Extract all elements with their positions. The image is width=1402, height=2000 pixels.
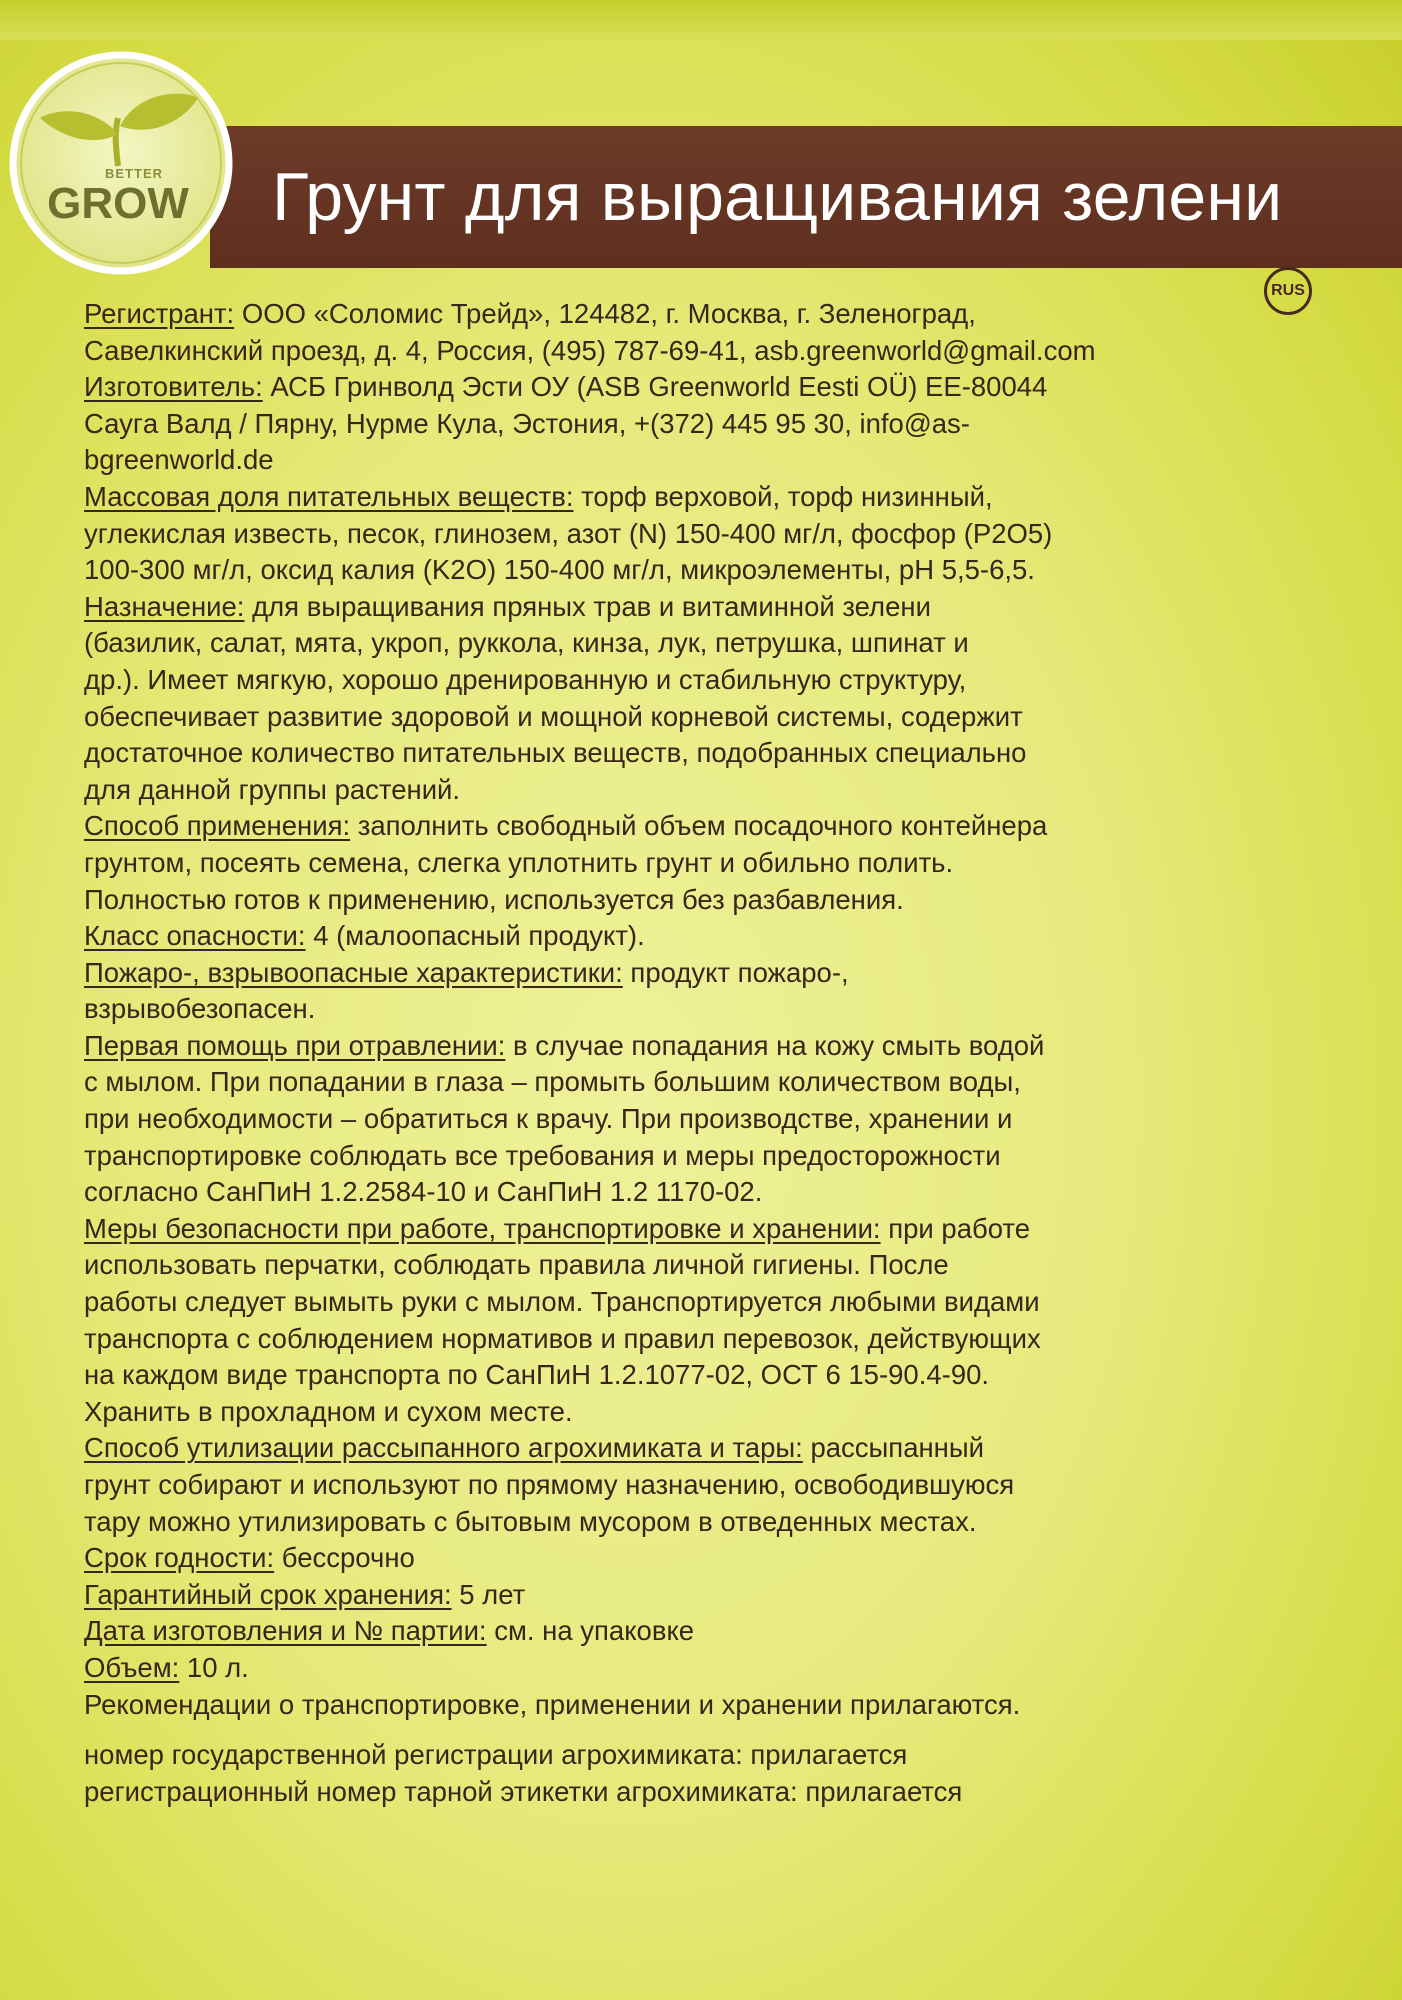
text-line	[84, 955, 1324, 992]
brand-top-text: BETTER	[105, 166, 163, 181]
text-line	[84, 369, 1324, 406]
section-text: работы следует вымыть руки с мылом. Транспортируется любыми видами	[84, 1286, 1040, 1318]
text-line	[84, 845, 1324, 882]
section-text: 5 лет	[451, 1578, 526, 1610]
text-line	[84, 625, 1324, 662]
brand-logo	[6, 48, 236, 278]
line-gap	[84, 1723, 1324, 1737]
section-label: Пожаро-, взрывоопасные характеристики:	[84, 956, 623, 988]
text-line	[84, 1357, 1324, 1394]
brand-name-text: GROW	[47, 179, 189, 228]
text-line	[84, 808, 1324, 845]
section-label: Гарантийный срок хранения:	[84, 1578, 452, 1610]
section-text: Рекомендации о транспортировке, применении и хранении прилагаются.	[84, 1688, 1021, 1720]
section-text: достаточное количество питательных веществ, подобранных специально	[84, 737, 1027, 769]
section-label: Способ применения:	[84, 810, 351, 842]
text-line	[84, 1774, 1324, 1811]
section-text: см. на упаковке	[486, 1615, 695, 1647]
text-line	[84, 479, 1324, 516]
section-text: Хранить в прохладном и сухом месте.	[84, 1395, 573, 1427]
text-line	[84, 699, 1324, 736]
text-line	[84, 1321, 1324, 1358]
section-label: Изготовитель:	[84, 371, 263, 403]
text-line	[84, 1613, 1324, 1650]
section-text: обеспечивает развитие здоровой и мощной корневой системы, содержит	[84, 700, 1023, 732]
text-line	[84, 1687, 1324, 1724]
section-text: бессрочно	[274, 1542, 415, 1574]
text-line	[84, 1504, 1324, 1541]
section-text: (базилик, салат, мята, укроп, руккола, кинза, лук, петрушка, шпинат и	[84, 627, 969, 659]
section-text: 10 л.	[179, 1651, 249, 1683]
section-text: др.). Имеет мягкую, хорошо дренированную и стабильную структуру,	[84, 663, 967, 695]
section-label: Дата изготовления и № партии:	[84, 1615, 487, 1647]
text-line	[84, 1284, 1324, 1321]
text-line	[84, 406, 1324, 443]
section-text: углекислая известь, песок, глинозем, азот (N) 150-400 мг/л, фосфор (P2O5)	[84, 517, 1053, 549]
section-text: в случае попадания на кожу смыть водой	[505, 1029, 1045, 1061]
text-line	[84, 589, 1324, 626]
section-text: номер государственной регистрации агрохимиката: прилагается	[84, 1739, 908, 1771]
text-line	[84, 1467, 1324, 1504]
section-text: заполнить свободный объем посадочного контейнера	[350, 810, 1048, 842]
text-line	[84, 918, 1324, 955]
section-text: транспортировке соблюдать все требования и меры предосторожности	[84, 1139, 1001, 1171]
section-label: Способ утилизации рассыпанного агрохимиката и тары:	[84, 1432, 803, 1464]
section-text: торф верховой, торф низинный,	[573, 480, 993, 512]
section-label: Класс опасности:	[84, 920, 306, 952]
section-text: транспорта с соблюдением нормативов и правил перевозок, действующих	[84, 1322, 1041, 1354]
text-line	[84, 1174, 1324, 1211]
section-text: для выращивания пряных трав и витаминной зелени	[244, 590, 931, 622]
text-line	[84, 1064, 1324, 1101]
section-text: 4 (малоопасный продукт).	[305, 920, 645, 952]
section-text: ООО «Соломис Трейд», 124482, г. Москва, г. Зеленоград,	[234, 298, 976, 329]
text-line	[84, 1577, 1324, 1614]
section-text: регистрационный номер тарной этикетки агрохимиката: прилагается	[84, 1775, 963, 1807]
text-line	[84, 516, 1324, 553]
section-text: использовать перчатки, соблюдать правила личной гигиены. После	[84, 1249, 949, 1281]
text-line	[84, 1650, 1324, 1687]
label-text-block	[84, 296, 1324, 1810]
text-line	[84, 1430, 1324, 1467]
text-line	[84, 333, 1324, 370]
section-text: при необходимости – обратиться к врачу. При производстве, хранении и	[84, 1103, 1013, 1135]
section-text: рассыпанный	[802, 1432, 984, 1464]
text-line	[84, 296, 1324, 333]
section-text: тару можно утилизировать с бытовым мусором в отведенных местах.	[84, 1505, 977, 1537]
section-text: Саугa Валд / Пярну, Нурме Кула, Эстония, +(372) 445 95 30, info@as-	[84, 407, 970, 439]
text-line	[84, 662, 1324, 699]
text-line	[84, 991, 1324, 1028]
section-text: Полностью готов к применению, используется без разбавления.	[84, 883, 904, 915]
section-text: для данной группы растений.	[84, 773, 461, 805]
section-label: Срок годности:	[84, 1542, 275, 1574]
rus-badge: RUS	[1264, 267, 1312, 315]
text-line	[84, 1101, 1324, 1138]
section-text: грунт собирают и используют по прямому назначению, освободившуюся	[84, 1469, 1015, 1500]
top-band	[0, 0, 1402, 40]
page-title: Грунт для выращивания зелени	[272, 159, 1283, 235]
text-line	[84, 735, 1324, 772]
text-line	[84, 772, 1324, 809]
section-text: согласно СанПиН 1.2.2584-10 и СанПиН 1.2 1170-02.	[84, 1176, 763, 1208]
section-text: на каждом виде транспорта по СанПиН 1.2.1077-02, ОСТ 6 15-90.4-90.	[84, 1359, 990, 1391]
section-text: Савелкинский проезд, д. 4, Россия, (495) 787-69-41, asb.greenworld@gmail.com	[84, 334, 1096, 366]
section-text: при работе	[880, 1212, 1031, 1244]
text-line	[84, 552, 1324, 589]
text-line	[84, 1138, 1324, 1175]
section-label: Назначение:	[84, 590, 245, 622]
section-label: Массовая доля питательных веществ:	[84, 480, 574, 512]
section-label: Регистрант:	[84, 298, 235, 329]
section-text: АСБ Гринволд Эсти ОУ (ASB Greenworld Eesti OÜ) EE-80044	[262, 371, 1048, 403]
section-text: грунтом, посеять семена, слегка уплотнить грунт и обильно полить.	[84, 846, 954, 878]
text-line	[84, 442, 1324, 479]
section-label: Меры безопасности при работе, транспортировке и хранении:	[84, 1212, 881, 1244]
text-line	[84, 1211, 1324, 1248]
section-text: bgreenworld.de	[84, 444, 274, 476]
section-text: продукт пожаро-,	[622, 956, 849, 988]
text-line	[84, 1737, 1324, 1774]
section-label: Объем:	[84, 1651, 180, 1683]
text-line	[84, 882, 1324, 919]
section-label: Первая помощь при отравлении:	[84, 1029, 506, 1061]
text-line	[84, 1247, 1324, 1284]
text-line	[84, 1540, 1324, 1577]
section-text: 100-300 мг/л, оксид калия (K2O) 150-400 мг/л, микроэлементы, pH 5,5-6,5.	[84, 554, 1035, 586]
section-text: с мылом. При попадании в глаза – промыть большим количеством воды,	[84, 1066, 1021, 1098]
text-line	[84, 1028, 1324, 1065]
text-line	[84, 1394, 1324, 1431]
section-text: взрывобезопасен.	[84, 993, 316, 1025]
